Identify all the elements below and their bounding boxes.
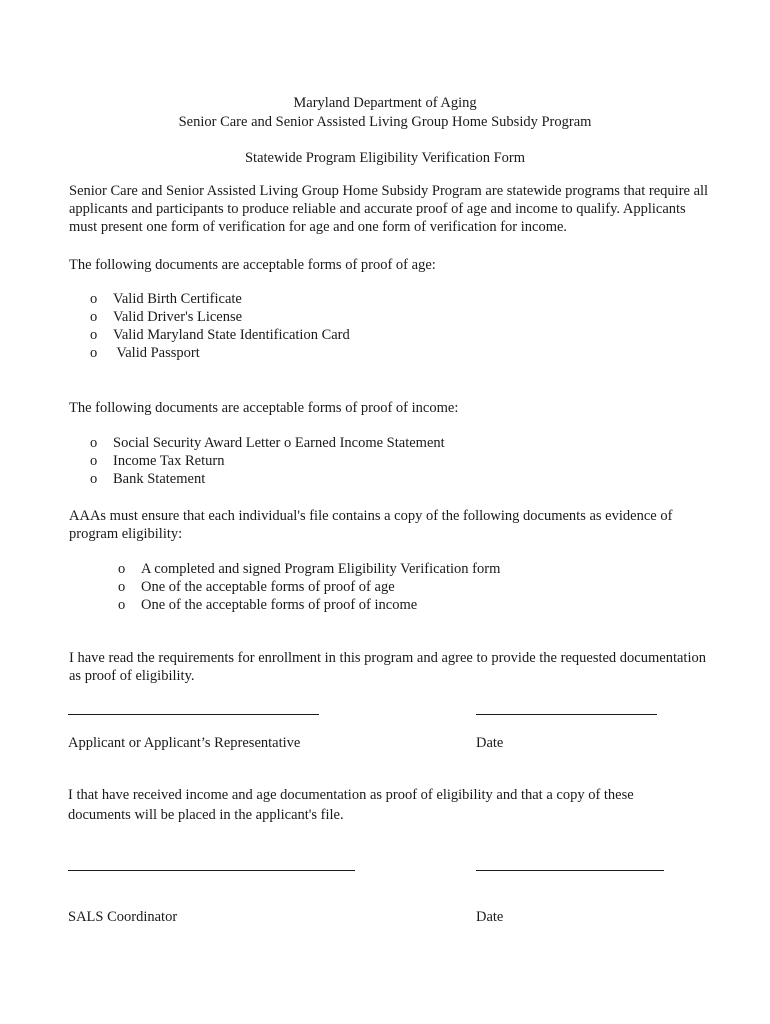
bullet-marker: o	[90, 309, 98, 325]
bullet-marker: o	[118, 579, 126, 595]
list-item-text: A completed and signed Program Eligibility Verification form	[141, 561, 501, 577]
list-item-text: Valid Maryland State Identification Card	[113, 327, 350, 343]
coordinator-signature-line[interactable]	[68, 870, 355, 871]
bullet-marker: o	[90, 291, 98, 307]
bullet-marker: o	[90, 345, 98, 361]
coordinator-paragraph-line-2: documents will be placed in the applicant's file.	[68, 807, 344, 823]
list-item-text: One of the acceptable forms of proof of income	[141, 597, 418, 613]
form-title: Statewide Program Eligibility Verification Form	[244, 150, 526, 166]
intro-paragraph: Senior Care and Senior Assisted Living Group Home Subsidy Program are statewide programs that require all applicants and participants to produce reliable and accurate proof of age and income to qualify. Applicants must present one form of verification for age and one form of verification for income.	[69, 183, 709, 235]
list-item-text: Valid Passport	[113, 345, 200, 361]
bullet-marker: o	[90, 435, 98, 451]
applicant-date-line[interactable]	[476, 714, 657, 715]
agency-name: Maryland Department of Aging	[293, 95, 477, 111]
coordinator-signature-label: SALS Coordinator	[68, 909, 178, 925]
age-proof-heading: The following documents are acceptable forms of proof of age:	[69, 257, 436, 273]
bullet-marker: o	[90, 453, 98, 469]
aaa-paragraph: AAAs must ensure that each individual's file contains a copy of the following documents as evidence of program eligibility:	[69, 508, 673, 542]
bullet-marker: o	[118, 561, 126, 577]
coordinator-date-label: Date	[476, 909, 504, 925]
coordinator-paragraph-line-1: I that have received income and age documentation as proof of eligibility and that a copy of these	[68, 787, 634, 803]
bullet-marker: o	[118, 597, 126, 613]
income-proof-heading: The following documents are acceptable forms of proof of income:	[69, 400, 459, 416]
list-item-text: Bank Statement	[113, 471, 206, 487]
program-name: Senior Care and Senior Assisted Living Group Home Subsidy Program	[178, 114, 592, 130]
agreement-paragraph: I have read the requirements for enrollment in this program and agree to provide the requested documentation as proof of eligibility.	[69, 650, 706, 684]
list-item-text: Social Security Award Letter o Earned Income Statement	[113, 435, 445, 451]
applicant-signature-line[interactable]	[68, 714, 319, 715]
bullet-marker: o	[90, 327, 98, 343]
list-item-text: Valid Birth Certificate	[113, 291, 242, 307]
bullet-marker: o	[90, 471, 98, 487]
applicant-date-label: Date	[476, 735, 504, 751]
list-item-text: Valid Driver's License	[113, 309, 243, 325]
applicant-signature-label: Applicant or Applicant’s Representative	[68, 735, 301, 751]
list-item-text: One of the acceptable forms of proof of age	[141, 579, 395, 595]
list-item-text: Income Tax Return	[113, 453, 225, 469]
coordinator-date-line[interactable]	[476, 870, 664, 871]
